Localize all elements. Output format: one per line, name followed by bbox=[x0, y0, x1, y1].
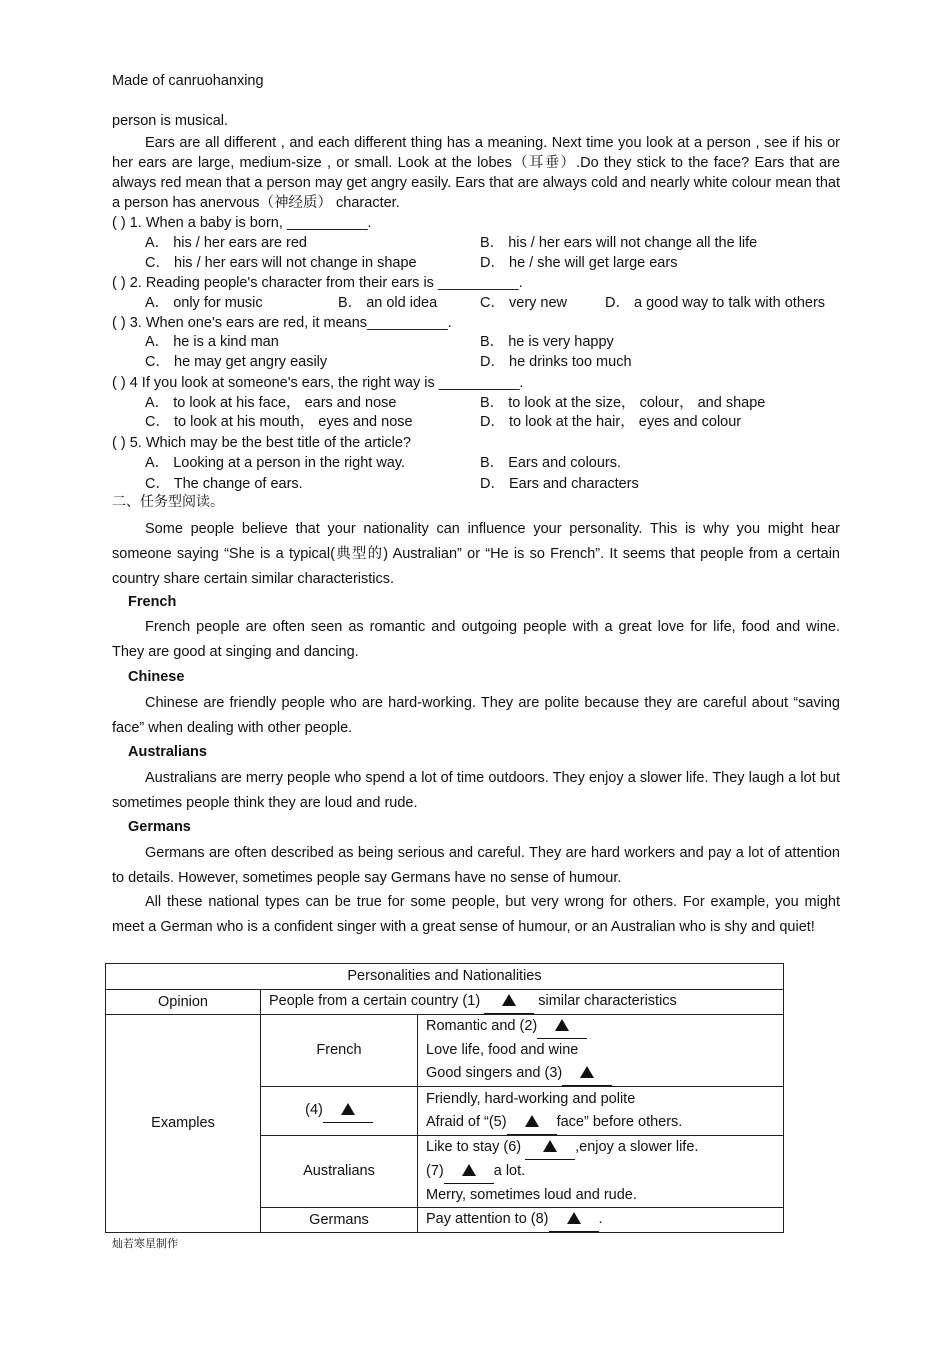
page-header: Made of canruohanxing bbox=[112, 73, 264, 89]
blank-5[interactable] bbox=[507, 1111, 557, 1135]
blank-7[interactable] bbox=[444, 1160, 494, 1184]
page-footer: 灿若寒星制作 bbox=[112, 1238, 178, 1250]
question-1 bbox=[112, 214, 372, 232]
triangle-blank-icon bbox=[543, 1140, 557, 1152]
option: A． to look at his face， ears and nose bbox=[145, 395, 397, 411]
french-line-2: Love life, food and wine bbox=[426, 1042, 579, 1058]
aus-line-1: Like to stay (6) bbox=[426, 1139, 522, 1155]
chinese-cell bbox=[418, 1087, 784, 1136]
triangle-blank-icon bbox=[525, 1115, 539, 1127]
question-stem: 3. When one's ears are red, it means__________. bbox=[129, 315, 452, 331]
question-2 bbox=[112, 274, 523, 292]
group-heading-australians: Australians bbox=[128, 744, 207, 760]
triangle-blank-icon bbox=[341, 1103, 355, 1115]
answer-bracket[interactable]: ( ) bbox=[112, 275, 126, 291]
chinese-label: (4) bbox=[305, 1102, 323, 1118]
opinion-text-end: similar characteristics bbox=[538, 993, 677, 1009]
option: A． his / her ears are red bbox=[145, 235, 307, 251]
option: A． Looking at a person in the right way. bbox=[145, 455, 406, 471]
triangle-blank-icon bbox=[462, 1164, 476, 1176]
answer-bracket[interactable]: ( ) bbox=[112, 215, 126, 231]
opinion-label: Opinion bbox=[106, 990, 261, 1015]
option: D． Ears and characters bbox=[480, 476, 639, 492]
group-text-germans: Germans are often described as being serious and careful. They are hard workers and pay a lot of attention to details. However, sometimes people say Germans have no sense of humour. bbox=[112, 845, 840, 886]
aus-line-2: (7) bbox=[426, 1163, 444, 1179]
answer-bracket[interactable]: ( ) bbox=[112, 375, 126, 391]
group-heading-chinese: Chinese bbox=[128, 669, 185, 685]
passage-paragraph: Ears are all different , and each different thing has a meaning. Next time you look at a person , see if his or her ears are large, medium-size , or small. Look at the lobes（耳垂）.Do they stick to the face? Ears that are always red mean that a person may get angry easily. Ears that are always cold and nearly white colour mean that a person has anervous（神经质） character. bbox=[112, 135, 840, 211]
triangle-blank-icon bbox=[502, 994, 516, 1006]
option: D． he drinks too much bbox=[480, 354, 632, 370]
option: C． The change of ears. bbox=[145, 476, 303, 492]
chinese-line-2: Afraid of “(5) bbox=[426, 1113, 507, 1130]
triangle-blank-icon bbox=[555, 1019, 569, 1031]
closing-paragraph: All these national types can be true for some people, but very wrong for others. For example, you might meet a German who is a confident singer with a great sense of humour, or an Australian who is shy and quiet! bbox=[112, 894, 840, 935]
french-line-3: Good singers and (3) bbox=[426, 1065, 563, 1081]
germans-label: Germans bbox=[261, 1208, 418, 1233]
question-5 bbox=[112, 434, 411, 452]
opinion-cell bbox=[261, 990, 784, 1015]
option: B． to look at the size， colour， and shape bbox=[480, 395, 766, 411]
question-stem: 2. Reading people's character from their ears is __________. bbox=[129, 275, 523, 291]
question-stem: 4 If you look at someone's ears, the right way is __________. bbox=[129, 375, 524, 391]
intro-paragraph: Some people believe that your nationality can influence your personality. This is why you might hear someone saying “She is a typical(典型的) Australian” or “He is so French”. It seems that people from a certain country share certain similar characteristics. bbox=[112, 521, 840, 587]
germans-cell bbox=[418, 1208, 784, 1233]
option: C． very new bbox=[480, 295, 568, 311]
aus-line-1-end: ,enjoy a slower life. bbox=[575, 1139, 699, 1155]
section-title: 二、任务型阅读。 bbox=[112, 493, 224, 509]
triangle-blank-icon bbox=[580, 1066, 594, 1078]
chinese-label-cell bbox=[261, 1087, 418, 1136]
ger-line-1: Pay attention to (8) bbox=[426, 1211, 549, 1227]
answer-bracket[interactable]: ( ) bbox=[112, 315, 126, 331]
option: A． only for music bbox=[145, 295, 263, 311]
option: B． Ears and colours. bbox=[480, 455, 622, 471]
group-heading-germans: Germans bbox=[128, 819, 191, 835]
blank-2[interactable] bbox=[537, 1015, 587, 1039]
passage-continuation: person is musical. bbox=[112, 113, 229, 129]
personalities-table bbox=[105, 963, 784, 1233]
option: D． he / she will get large ears bbox=[480, 255, 678, 271]
blank-1[interactable] bbox=[484, 990, 534, 1014]
option: A． he is a kind man bbox=[145, 334, 279, 350]
group-text-chinese: Chinese are friendly people who are hard-working. They are polite because they are careful about “saving face” when dealing with other people. bbox=[112, 695, 840, 736]
option: D． a good way to talk with others bbox=[605, 295, 826, 311]
opinion-text: People from a certain country (1) bbox=[269, 993, 481, 1009]
examples-label: Examples bbox=[106, 1015, 261, 1233]
group-heading-french: French bbox=[128, 594, 177, 610]
french-cell bbox=[418, 1015, 784, 1087]
option: C． his / her ears will not change in shape bbox=[145, 255, 417, 271]
answer-bracket[interactable]: ( ) bbox=[112, 435, 126, 451]
option: B． he is very happy bbox=[480, 334, 614, 350]
question-stem: 5. Which may be the best title of the article? bbox=[129, 435, 411, 451]
australians-label: Australians bbox=[261, 1136, 418, 1208]
australians-cell bbox=[418, 1136, 784, 1208]
chinese-line-1: Friendly, hard-working and polite bbox=[426, 1090, 636, 1107]
group-text-australians: Australians are merry people who spend a lot of time outdoors. They enjoy a slower life. They laugh a lot but sometimes people think they are loud and rude. bbox=[112, 770, 840, 811]
option: B． an old idea bbox=[338, 295, 438, 311]
table-title: Personalities and Nationalities bbox=[106, 964, 784, 990]
option: D． to look at the hair， eyes and colour bbox=[480, 414, 742, 430]
ger-line-1-end: . bbox=[598, 1211, 603, 1227]
option: C． he may get angry easily bbox=[145, 354, 328, 370]
question-stem: 1. When a baby is born, __________. bbox=[129, 215, 372, 231]
blank-8[interactable] bbox=[549, 1208, 599, 1232]
blank-3[interactable] bbox=[562, 1062, 612, 1086]
blank-6[interactable] bbox=[525, 1136, 575, 1160]
triangle-blank-icon bbox=[567, 1212, 581, 1224]
french-label: French bbox=[261, 1015, 418, 1087]
question-4 bbox=[112, 374, 523, 392]
blank-4[interactable] bbox=[323, 1099, 373, 1123]
french-line-1: Romantic and (2) bbox=[426, 1018, 538, 1034]
aus-line-3: Merry, sometimes loud and rude. bbox=[426, 1187, 637, 1203]
option: C． to look at his mouth， eyes and nose bbox=[145, 414, 413, 430]
aus-line-2-end: a lot. bbox=[493, 1163, 526, 1179]
question-3 bbox=[112, 314, 452, 332]
chinese-line-2-end: face” before others. bbox=[556, 1113, 683, 1130]
option: B． his / her ears will not change all the life bbox=[480, 235, 758, 251]
group-text-french: French people are often seen as romantic and outgoing people with a great love for life, food and wine. They are good at singing and dancing. bbox=[112, 619, 840, 660]
